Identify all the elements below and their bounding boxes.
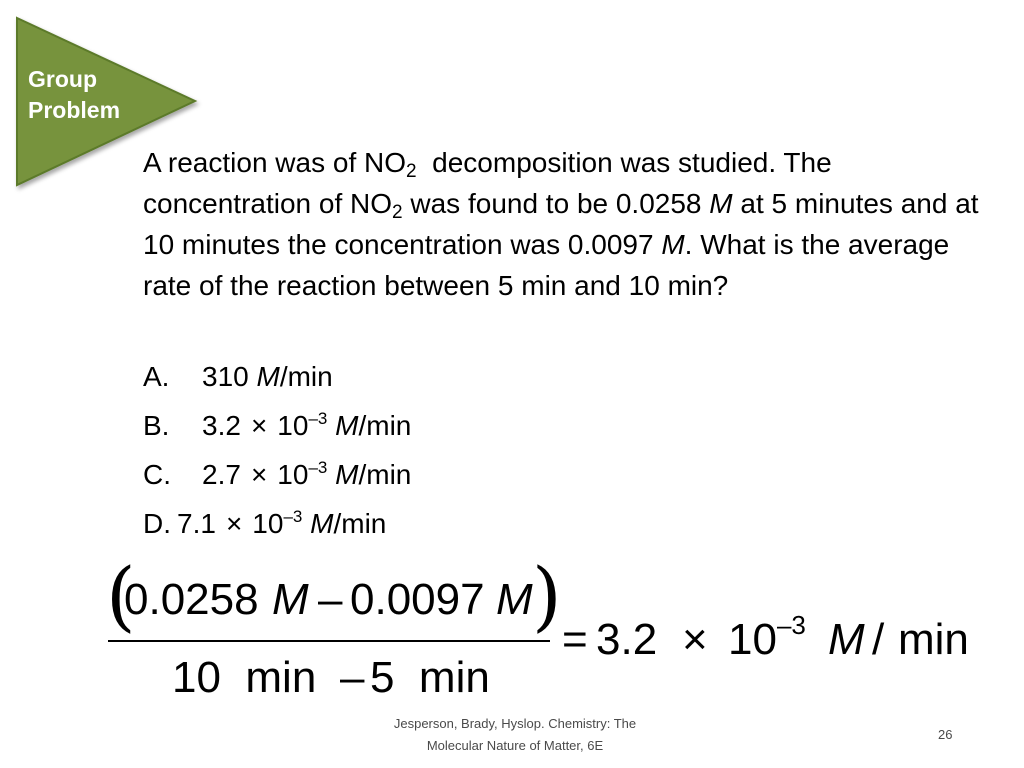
page-number: 26 (938, 727, 953, 742)
result-times: × (682, 615, 708, 664)
choice-letter: C. (143, 459, 171, 490)
fraction-bar (108, 640, 550, 642)
numerator-minus: – (318, 575, 343, 624)
question-text (143, 142, 983, 306)
choice-number: 2.7 (202, 459, 241, 490)
choice-exponent: –3 (308, 458, 328, 477)
choice-unit-m: M (335, 410, 359, 441)
result-slash: / (872, 615, 885, 664)
result-base: $10^{-3}$ (728, 610, 806, 664)
question-part: A reaction was of NO (143, 147, 407, 178)
choice-letter: D. (143, 508, 171, 539)
choice-unit-m: M (256, 361, 280, 392)
badge-label (28, 64, 120, 126)
choice-base: 10 (277, 459, 309, 490)
worked-equation (0, 548, 1024, 708)
footer-line2: Molecular Nature of Matter, 6E (426, 738, 604, 753)
choice-unit-m: M (335, 459, 359, 490)
close-paren: ) (532, 551, 562, 640)
times-sign: × (250, 410, 268, 441)
denominator-value-a: 10 min (172, 653, 317, 702)
choice-unit-rest: /min (358, 410, 412, 441)
badge-label-line2: Problem (28, 97, 121, 123)
slide-footer (360, 713, 670, 757)
question-part: . What is the average rate of the reaction between 5 min and 10 min? (143, 229, 950, 301)
question-part: at 5 minutes and at 10 minutes the concentration was 0.0097 (143, 188, 979, 260)
times-sign: × (250, 459, 268, 490)
choice-exponent: –3 (283, 507, 303, 526)
numerator-unit-a: M (272, 575, 309, 624)
choice-b[interactable] (143, 401, 743, 450)
badge-label-line1: Group (28, 66, 97, 92)
result-exponent: –3 (776, 610, 806, 640)
choice-base: 10 (252, 508, 284, 539)
times-sign: × (225, 508, 243, 539)
molarity-unit: M (661, 229, 685, 260)
result-unit-m: M (828, 615, 865, 664)
equals-sign: = (562, 615, 588, 664)
question-part: was found to be 0.0258 (402, 188, 710, 219)
choice-unit-rest: /min (279, 361, 333, 392)
numerator-value-a: 0.0258 (124, 575, 259, 624)
choice-c[interactable] (143, 450, 743, 499)
choice-d[interactable] (143, 499, 743, 548)
choice-number: 3.2 (202, 410, 241, 441)
open-paren: ( (106, 551, 136, 640)
numerator-value-b: 0.0097 (350, 575, 485, 624)
result-unit-rest: min (898, 615, 969, 664)
choice-base: 10 (277, 410, 309, 441)
choice-number: 310 (202, 361, 257, 392)
result-value: 3.2 (596, 615, 658, 664)
choice-unit-rest: /min (333, 508, 387, 539)
answer-choices (143, 352, 743, 548)
choice-unit-m: M (310, 508, 334, 539)
choice-unit-rest: /min (358, 459, 412, 490)
choice-letter: B. (143, 410, 170, 441)
subscript: 2 (406, 161, 417, 182)
denominator-minus: – (340, 653, 365, 702)
denominator-value-b: 5 min (370, 653, 490, 702)
question-part: decomposition was studied. The concentration of NO (143, 147, 840, 219)
numerator-unit-b: M (496, 575, 533, 624)
choice-number: 7.1 (177, 508, 216, 539)
choice-a[interactable] (143, 352, 743, 401)
choice-letter: A. (143, 361, 170, 392)
molarity-unit: M (709, 188, 733, 219)
choice-exponent: –3 (308, 409, 328, 428)
footer-line1: Jesperson, Brady, Hyslop. Chemistry: The (393, 716, 637, 731)
subscript: 2 (392, 202, 403, 223)
